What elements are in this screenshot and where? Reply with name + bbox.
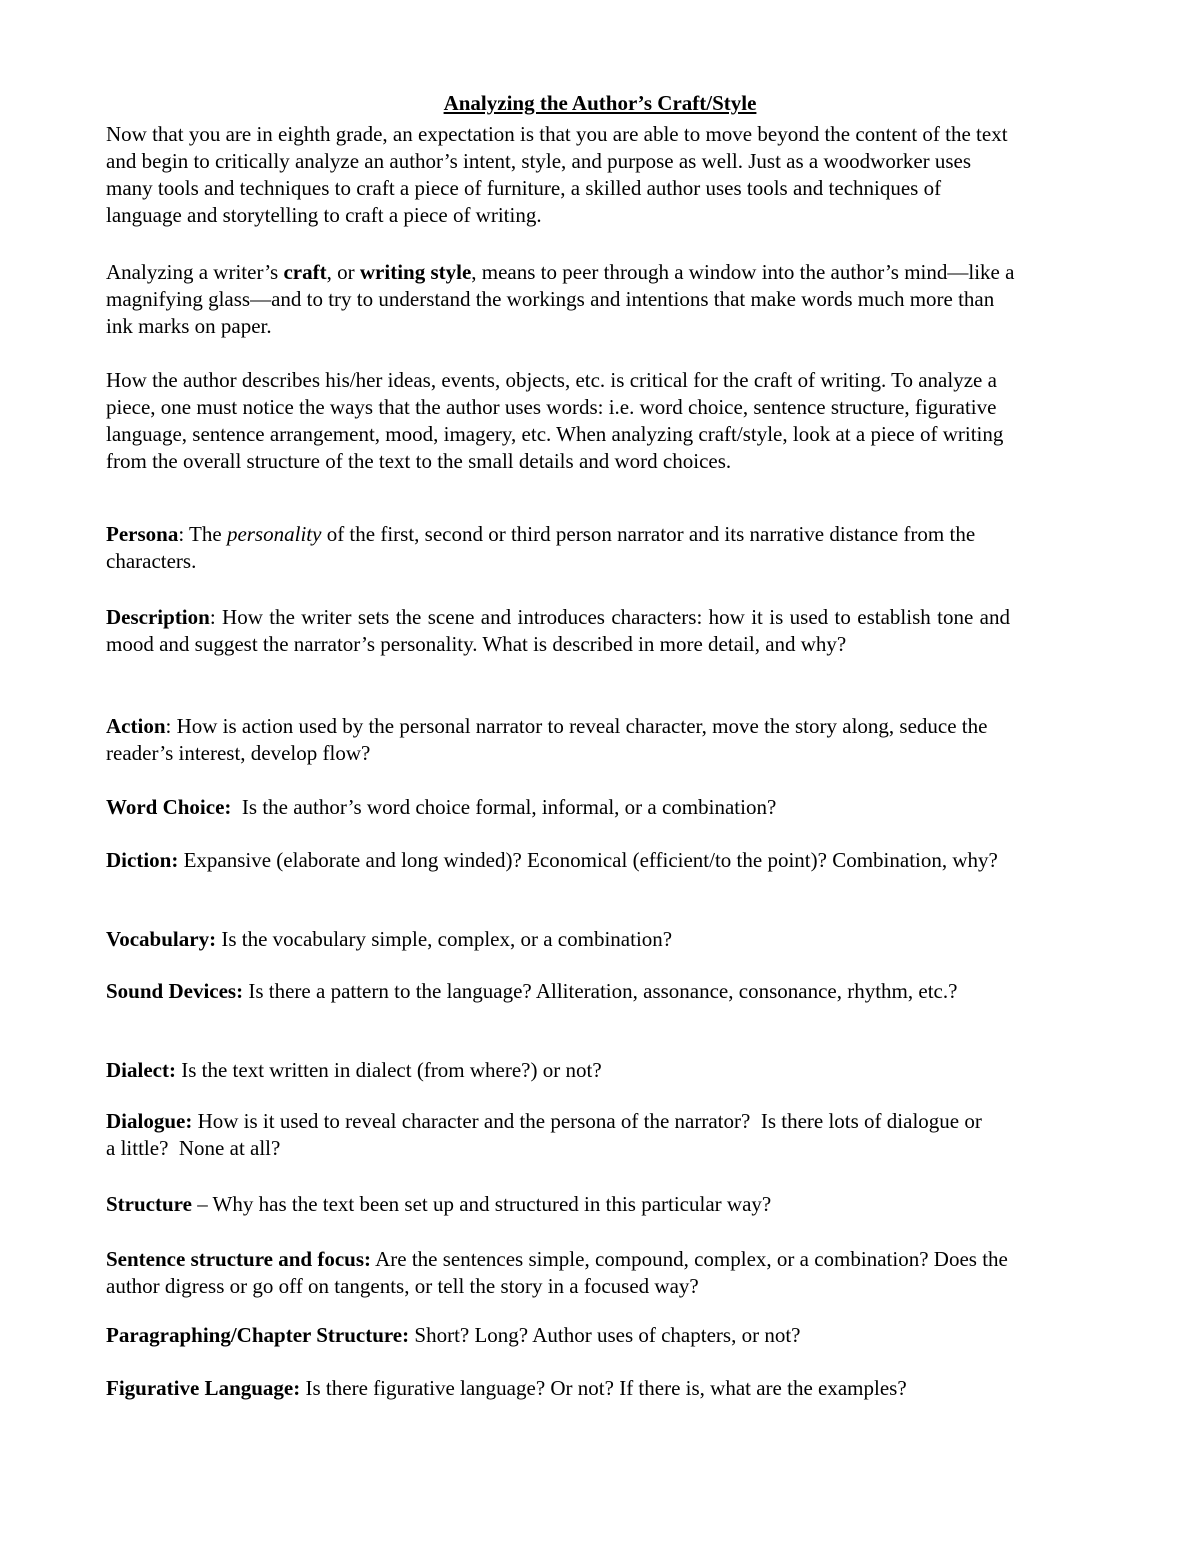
page-title: Analyzing the Author’s Craft/Style [443,91,757,115]
text-run: , or [326,260,360,284]
text-run: of the first, second or third person narrator and its narrative distance from the characters. [106,522,976,573]
term-word-choice [106,794,1066,821]
term-description [106,604,1010,658]
term-label: Action [106,714,166,738]
term-label: Figurative Language: [106,1376,301,1400]
text-run: : The [178,522,227,546]
term-text: How is it used to reveal character and the persona of the narrator? Is there lots of dialogue or a little? None at all? [106,1109,988,1160]
term-label: Persona [106,522,179,546]
term-text: : How the writer sets the scene and introduces characters: how it is used to establish tone and mood and suggest the narrator’s personality. What is described in more detail, and why? [106,605,1010,656]
term-text: Short? Long? Author uses of chapters, or not? [409,1323,801,1347]
intro-paragraph-2 [106,259,1021,340]
term-dialect [106,1057,1054,1084]
text-run: Analyzing a writer’s [106,260,284,284]
term-vocabulary [106,926,1054,953]
text-run: , means to peer through a window into the author’s mind—like a magnifying glass—and to try to understand the workings and intentions that make words much more than ink marks on paper. [106,260,1015,338]
bold-term-craft: craft [283,260,327,284]
term-dialogue [106,1108,986,1162]
term-text: Is there a pattern to the language? Alliteration, assonance, consonance, rhythm, etc.? [243,979,958,1003]
term-text: Is the author’s word choice formal, informal, or a combination? [231,795,777,819]
term-label: Diction: [106,848,179,872]
term-text: Is the text written in dialect (from where?) or not? [175,1058,602,1082]
bold-term-writing-style: writing style [359,260,472,284]
term-label: Word Choice: [106,795,232,819]
term-label: Structure [106,1192,192,1216]
term-diction [106,847,1054,874]
term-label: Dialect: [106,1058,176,1082]
term-text: Is there figurative language? Or not? If there is, what are the examples? [300,1376,907,1400]
term-text: Are the sentences simple, compound, complex, or a combination? Does the author digress or go off on tangents, or tell the story in a focused way? [106,1247,1008,1298]
term-action [106,713,1006,767]
term-sentence-structure [106,1246,1041,1300]
term-text: Expansive (elaborate and long winded)? Economical (efficient/to the point)? Combination, why? [178,848,998,872]
term-label: Sentence structure and focus: [106,1247,372,1271]
term-text: – Why has the text been set up and structured in this particular way? [191,1192,772,1216]
term-label: Description [106,605,210,629]
intro-paragraph-1: Now that you are in eighth grade, an expectation is that you are able to move beyond the content of the text and begin to critically analyze an author’s intent, style, and purpose as well. Just as a woodworker uses many tools and techniques to craft a piece of furniture, a skilled author uses tools and techniques of language and storytelling to craft a piece of writing. [106,122,1008,227]
term-structure [106,1191,1054,1218]
intro-paragraph-3: How the author describes his/her ideas, events, objects, etc. is critical for the craft of writing. To analyze a piece, one must notice the ways that the author uses words: i.e. word choice, sentence structure, figurative language, sentence arrangement, mood, imagery, etc. When analyzing craft/style, look at a piece of writing from the overall structure of the text to the small details and word choices. [106,368,1004,473]
term-persona [106,521,1006,575]
term-label: Vocabulary: [106,927,217,951]
term-text: Is the vocabulary simple, complex, or a combination? [216,927,673,951]
term-paragraphing [106,1322,1054,1349]
term-label: Paragraphing/Chapter Structure: [106,1323,410,1347]
term-label: Sound Devices: [106,979,244,1003]
term-sound-devices [106,978,1016,1005]
term-text: : How is action used by the personal narrator to reveal character, move the story along, seduce the reader’s interest, develop flow? [106,714,988,765]
emphasis-personality: personality [226,522,322,546]
term-label: Dialogue: [106,1109,193,1133]
term-figurative-language [106,1375,1066,1402]
